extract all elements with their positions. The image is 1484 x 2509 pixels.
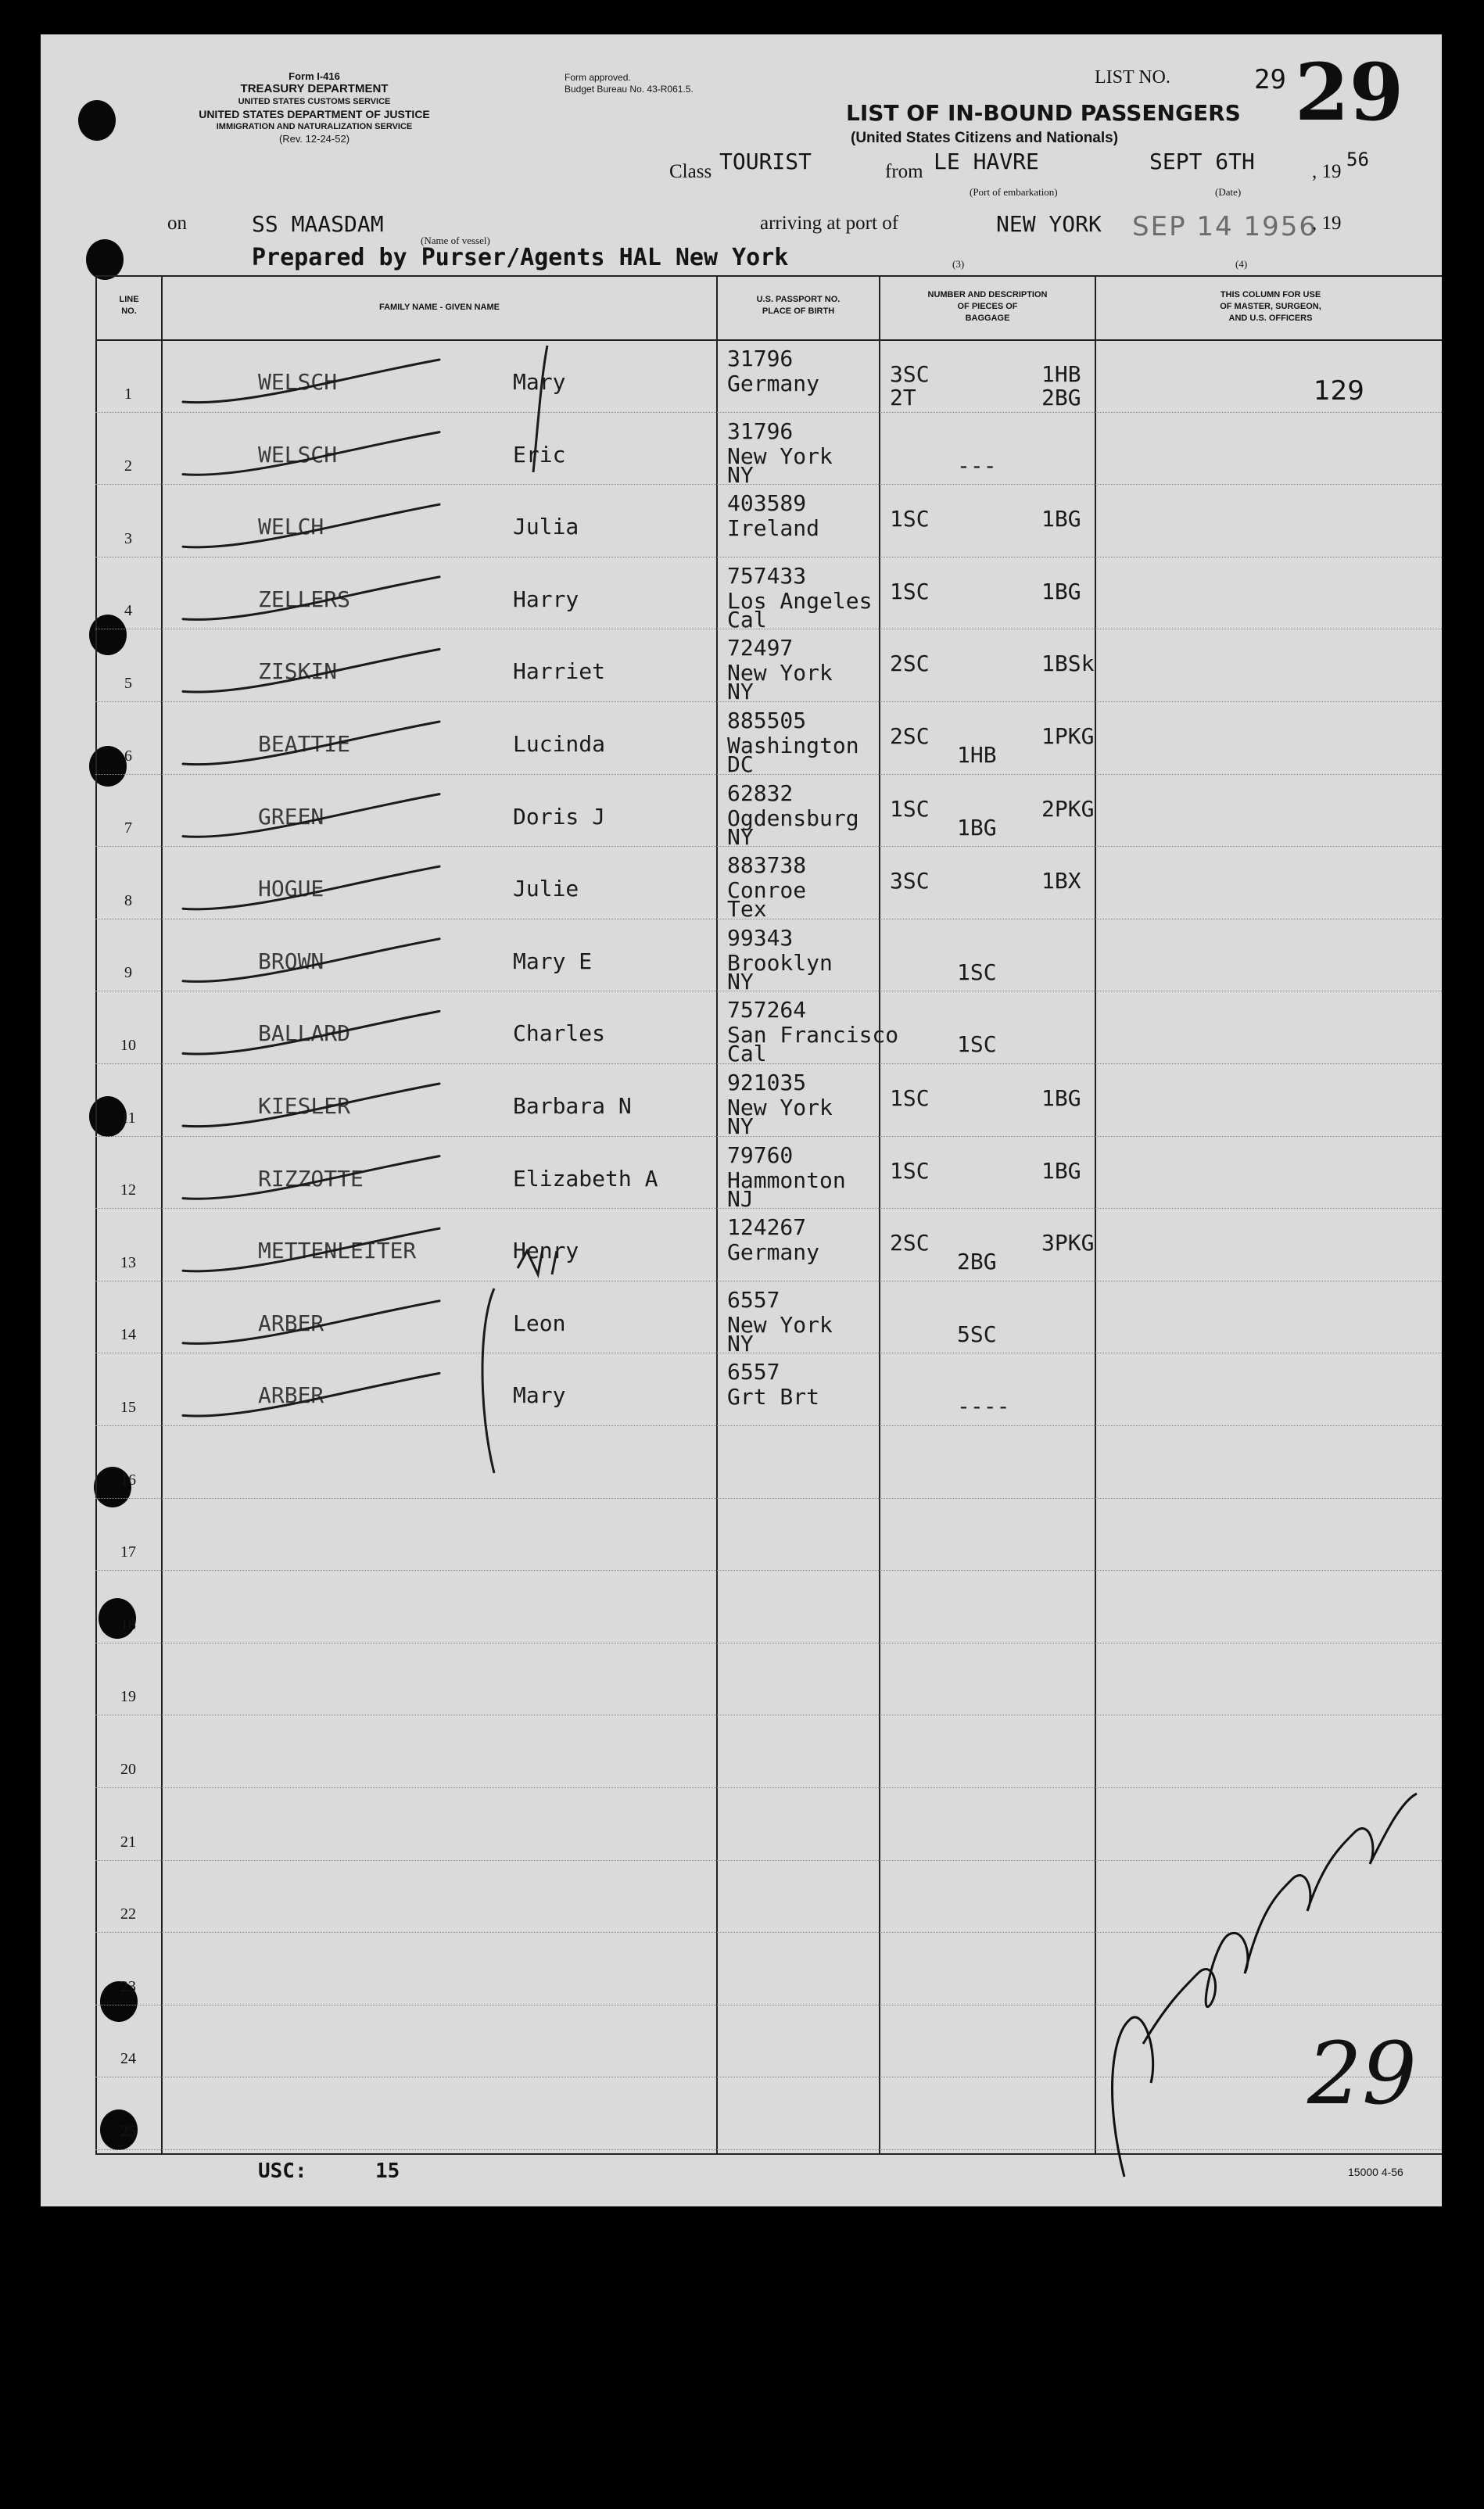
passport-number: 99343 bbox=[727, 924, 794, 951]
baggage-trunks: 2T bbox=[890, 385, 916, 410]
family-name: WELCH bbox=[258, 514, 324, 540]
check-mark bbox=[183, 1084, 439, 1127]
baggage-other: 2PKG bbox=[1041, 795, 1095, 822]
baggage-middle: 1SC bbox=[957, 959, 997, 985]
line-number: 9 bbox=[124, 964, 132, 982]
on-label: on bbox=[167, 213, 187, 234]
column-header-passport: U.S. PASSPORT NO. PLACE OF BIRTH bbox=[756, 295, 841, 316]
pen-overwrite bbox=[518, 1249, 557, 1274]
passport-number: 72497 bbox=[727, 635, 794, 661]
line-number: 19 bbox=[120, 1688, 136, 1706]
family-name: ARBER bbox=[258, 1382, 324, 1409]
place-of-birth-state: NY bbox=[727, 1113, 754, 1139]
place-of-birth: New York bbox=[727, 660, 833, 686]
document-subtitle: (United States Citizens and Nationals) bbox=[851, 130, 1119, 146]
baggage-other-2: 2BG bbox=[1041, 385, 1081, 410]
line-number: 13 bbox=[120, 1253, 136, 1271]
prepared-by: Prepared by Purser/Agents HAL New York bbox=[252, 244, 789, 271]
port-of-embarkation: LE HAVRE bbox=[934, 149, 1039, 174]
baggage-other: 1BX bbox=[1041, 868, 1081, 894]
family-name: WELSCH bbox=[258, 441, 338, 468]
family-name: ZISKIN bbox=[258, 658, 338, 685]
arriving-label: arriving at port of bbox=[760, 213, 899, 234]
list-no-stamp: 29 bbox=[1295, 46, 1404, 138]
caption-3: (3) bbox=[952, 258, 965, 270]
place-of-birth: New York bbox=[727, 1095, 833, 1120]
place-of-birth: Los Angeles bbox=[727, 587, 873, 614]
family-name: KIESLER bbox=[258, 1093, 351, 1119]
line-number: 10 bbox=[120, 1037, 136, 1054]
year-prefix: , 19 bbox=[1312, 161, 1342, 182]
passport-number: 757433 bbox=[727, 562, 807, 589]
embarkation-year: 56 bbox=[1346, 149, 1369, 170]
port-embarkation-caption: (Port of embarkation) bbox=[970, 186, 1058, 198]
family-name: BALLARD bbox=[258, 1020, 351, 1047]
place-of-birth: Washington bbox=[727, 733, 859, 758]
form-number: Form I-416 bbox=[289, 70, 340, 82]
from-label: from bbox=[885, 161, 923, 182]
baggage-middle: ---- bbox=[957, 1393, 1010, 1420]
family-name: METTENLEITER bbox=[258, 1238, 417, 1264]
place-of-birth-state: DC bbox=[727, 751, 754, 777]
baggage-suitcases: 2SC bbox=[890, 651, 930, 677]
baggage-suitcases: 1SC bbox=[890, 1157, 930, 1184]
officer-tally: 129 bbox=[1314, 375, 1364, 407]
given-name: Doris J bbox=[513, 803, 606, 830]
family-name: WELSCH bbox=[258, 369, 338, 395]
baggage-suitcases: 1SC bbox=[890, 578, 930, 604]
place-of-birth-state: Cal bbox=[727, 1041, 767, 1067]
line-number: 22 bbox=[120, 1905, 136, 1923]
family-name: BROWN bbox=[258, 948, 324, 974]
vessel-name: SS MAASDAM bbox=[252, 211, 384, 237]
place-of-birth-state: NY bbox=[727, 1330, 754, 1357]
given-name: Harry bbox=[513, 586, 579, 612]
vessel-caption: (Name of vessel) bbox=[421, 235, 490, 246]
arrival-port: NEW YORK bbox=[996, 211, 1102, 237]
family-name: GREEN bbox=[258, 803, 324, 830]
place-of-birth: Ogdensburg bbox=[727, 805, 859, 831]
baggage-other: 3PKG bbox=[1041, 1230, 1095, 1256]
given-name: Lucinda bbox=[513, 731, 606, 757]
baggage-other: 1BSk bbox=[1041, 651, 1095, 677]
family-name: ZELLERS bbox=[258, 586, 351, 612]
place-of-birth: Grt Brt bbox=[727, 1384, 820, 1410]
passport-number: 6557 bbox=[727, 1286, 780, 1313]
passport-number: 31796 bbox=[727, 418, 794, 444]
pen-stroke bbox=[533, 346, 547, 472]
line-number: 20 bbox=[120, 1761, 136, 1778]
given-name: Mary bbox=[513, 369, 566, 395]
baggage-other: 1BG bbox=[1041, 506, 1081, 532]
place-of-birth: New York bbox=[727, 443, 833, 469]
pen-bracket bbox=[482, 1289, 494, 1473]
place-of-birth-state: Cal bbox=[727, 606, 767, 633]
line-number: 6 bbox=[124, 747, 132, 765]
passport-number: 885505 bbox=[727, 708, 807, 733]
usc-count: 15 bbox=[375, 2160, 400, 2183]
passport-number: 921035 bbox=[727, 1070, 807, 1095]
passport-number: 757264 bbox=[727, 997, 807, 1023]
line-number: 21 bbox=[120, 1833, 136, 1851]
line-number: 24 bbox=[120, 2050, 136, 2068]
document-title: LIST OF IN-BOUND PASSENGERS bbox=[846, 100, 1241, 126]
baggage-middle: 1BG bbox=[957, 814, 997, 841]
check-mark bbox=[183, 360, 439, 403]
line-number: 3 bbox=[124, 529, 132, 547]
given-name: Henry bbox=[513, 1238, 579, 1264]
form-print-code: 15000 4-56 bbox=[1348, 2166, 1403, 2178]
handwritten-list-number: 29 bbox=[1307, 2023, 1417, 2124]
given-name: Barbara N bbox=[513, 1093, 632, 1119]
passport-number: 31796 bbox=[727, 346, 794, 371]
line-number: 23 bbox=[120, 1977, 136, 1995]
place-of-birth-state: NY bbox=[727, 679, 754, 705]
place-of-birth: Brooklyn bbox=[727, 949, 833, 976]
pen-markings bbox=[41, 34, 1442, 2206]
family-name: BEATTIE bbox=[258, 731, 351, 757]
list-no-value: 29 bbox=[1254, 64, 1286, 95]
baggage-middle: 5SC bbox=[957, 1321, 997, 1347]
passport-number: 883738 bbox=[727, 852, 807, 879]
given-name: Harriet bbox=[513, 658, 606, 685]
manifest-page bbox=[41, 34, 1442, 2206]
baggage-suitcases: 3SC bbox=[890, 868, 930, 894]
line-number: 2 bbox=[124, 457, 132, 475]
given-name: Elizabeth A bbox=[513, 1165, 658, 1192]
arrival-date-stamp: SEP 14 1956 bbox=[1132, 211, 1317, 242]
list-no-label: LIST NO. bbox=[1095, 67, 1170, 88]
embarkation-date: SEPT 6TH bbox=[1149, 149, 1255, 174]
column-header-baggage: NUMBER AND DESCRIPTION OF PIECES OF BAGGAGE bbox=[927, 290, 1048, 323]
treasury-department: TREASURY DEPARTMENT bbox=[240, 82, 389, 95]
check-mark bbox=[183, 722, 439, 765]
place-of-birth: San Francisco bbox=[727, 1022, 899, 1048]
family-name: ARBER bbox=[258, 1310, 324, 1336]
baggage-other: 1BG bbox=[1041, 578, 1081, 604]
check-mark bbox=[183, 432, 439, 475]
place-of-birth: Ireland bbox=[727, 515, 820, 542]
line-number: 17 bbox=[120, 1543, 136, 1561]
place-of-birth-state: NJ bbox=[727, 1185, 754, 1212]
baggage-middle: 1HB bbox=[957, 742, 997, 768]
check-mark bbox=[183, 1228, 439, 1271]
line-number: 25 bbox=[120, 2123, 136, 2140]
arrival-year-prefix: , 19 bbox=[1312, 213, 1342, 234]
check-mark bbox=[183, 1301, 439, 1344]
baggage-suitcases: 1SC bbox=[890, 506, 930, 532]
check-mark bbox=[183, 939, 439, 982]
baggage-other: 1HB bbox=[1041, 361, 1081, 387]
baggage-middle: 1SC bbox=[957, 1031, 997, 1058]
check-mark bbox=[183, 1011, 439, 1054]
baggage-other: 1BG bbox=[1041, 1085, 1081, 1111]
family-name: RIZZOTTE bbox=[258, 1165, 364, 1192]
line-number: 18 bbox=[120, 1615, 136, 1633]
check-mark bbox=[183, 1373, 439, 1416]
place-of-birth: Conroe bbox=[727, 877, 807, 904]
check-mark bbox=[183, 794, 439, 837]
usc-label: USC: bbox=[258, 2160, 307, 2183]
baggage-suitcases: 2SC bbox=[890, 1230, 930, 1256]
place-of-birth-state: NY bbox=[727, 461, 754, 488]
check-mark bbox=[183, 504, 439, 547]
given-name: Mary bbox=[513, 1382, 566, 1409]
baggage-suitcases: 1SC bbox=[890, 1085, 930, 1111]
check-mark bbox=[183, 866, 439, 909]
given-name: Julia bbox=[513, 514, 579, 540]
officer-signature bbox=[1113, 1794, 1417, 2177]
column-header-officers: THIS COLUMN FOR USE OF MASTER, SURGEON, AND U.S. OFFICERS bbox=[1220, 290, 1321, 323]
revision-date: (Rev. 12-24-52) bbox=[278, 133, 350, 145]
given-name: Eric bbox=[513, 441, 566, 468]
place-of-birth: New York bbox=[727, 1311, 833, 1338]
passport-number: 6557 bbox=[727, 1359, 780, 1385]
check-mark bbox=[183, 577, 439, 620]
passport-number: 124267 bbox=[727, 1214, 807, 1241]
caption-4: (4) bbox=[1235, 258, 1248, 270]
class-label: Class bbox=[669, 161, 712, 182]
given-name: Leon bbox=[513, 1310, 566, 1336]
customs-service: UNITED STATES CUSTOMS SERVICE bbox=[238, 97, 391, 106]
line-number: 14 bbox=[120, 1326, 136, 1344]
baggage-other: 1PKG bbox=[1041, 723, 1095, 749]
line-number: 8 bbox=[124, 891, 132, 909]
line-number: 5 bbox=[124, 675, 132, 692]
line-number: 4 bbox=[124, 602, 132, 620]
line-number: 16 bbox=[120, 1471, 136, 1489]
given-name: Julie bbox=[513, 876, 579, 902]
form-approved: Form approved. bbox=[565, 72, 631, 83]
place-of-birth: Germany bbox=[727, 1239, 820, 1266]
line-number: 11 bbox=[120, 1109, 136, 1127]
line-number: 1 bbox=[124, 385, 132, 403]
class-value: TOURIST bbox=[719, 149, 812, 174]
family-name: HOGUE bbox=[258, 876, 324, 902]
place-of-birth: Germany bbox=[727, 371, 820, 396]
justice-department: UNITED STATES DEPARTMENT OF JUSTICE bbox=[199, 108, 430, 120]
line-number: 12 bbox=[120, 1181, 136, 1199]
line-number: 15 bbox=[120, 1399, 136, 1416]
column-header-name: FAMILY NAME - GIVEN NAME bbox=[378, 303, 500, 312]
line-number: 7 bbox=[124, 819, 132, 837]
baggage-middle: --- bbox=[957, 452, 997, 479]
passport-number: 62832 bbox=[727, 780, 794, 806]
check-mark bbox=[183, 649, 439, 692]
place-of-birth-state: Tex bbox=[727, 896, 767, 923]
date-caption: (Date) bbox=[1215, 186, 1242, 198]
given-name: Mary E bbox=[513, 948, 593, 974]
baggage-suitcases: 2SC bbox=[890, 723, 930, 749]
baggage-suitcases: 1SC bbox=[890, 795, 930, 822]
baggage-other: 1BG bbox=[1041, 1157, 1081, 1184]
budget-bureau: Budget Bureau No. 43-R061.5. bbox=[565, 84, 694, 95]
given-name: Charles bbox=[513, 1020, 606, 1047]
passport-number: 79760 bbox=[727, 1142, 794, 1168]
ins-service: IMMIGRATION AND NATURALIZATION SERVICE bbox=[216, 122, 413, 131]
place-of-birth-state: NY bbox=[727, 968, 754, 995]
column-header-line-no: LINE NO. bbox=[119, 295, 139, 316]
check-mark bbox=[183, 1156, 439, 1199]
place-of-birth: Hammonton bbox=[727, 1167, 846, 1193]
baggage-middle: 2BG bbox=[957, 1249, 997, 1275]
baggage-suitcases: 3SC bbox=[890, 361, 930, 387]
place-of-birth-state: NY bbox=[727, 823, 754, 850]
passport-number: 403589 bbox=[727, 490, 807, 517]
